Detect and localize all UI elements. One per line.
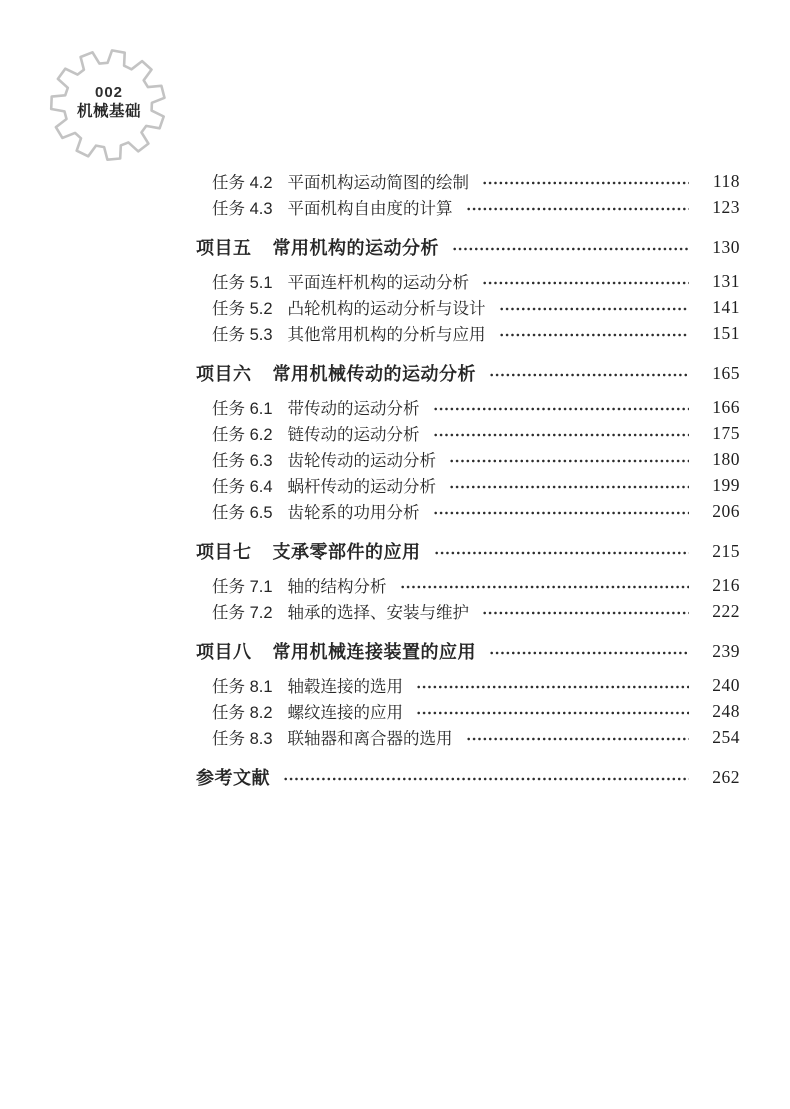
- toc-entry-number: 任务 6.3: [212, 452, 273, 470]
- toc-entry-page: 151: [712, 322, 740, 343]
- toc-entry-number: 任务 8.2: [212, 704, 273, 722]
- toc-row-task-8-3: [196, 724, 740, 750]
- toc-entry-number: 任务 7.2: [212, 604, 273, 622]
- toc-entry-title: 联轴器和离合器的选用: [287, 730, 453, 748]
- dot-leader: [499, 331, 689, 339]
- toc-row-task-5-3: [196, 320, 740, 346]
- toc-entry-title: 蜗杆传动的运动分析: [287, 478, 437, 496]
- toc-row-task-6-2: [196, 420, 740, 446]
- dot-leader: [489, 649, 689, 657]
- toc-entry-title: 常用机械传动的运动分析: [272, 364, 476, 384]
- dot-leader: [482, 609, 689, 617]
- toc-row-task-7-2: [196, 598, 740, 624]
- toc-entry-number: 任务 7.1: [212, 578, 273, 596]
- toc-entry-page: 216: [712, 574, 740, 595]
- toc-entry-page: 175: [712, 422, 740, 443]
- toc-entry-title: 轴承的选择、安装与维护: [287, 604, 470, 622]
- toc-entry-number: 任务 4.3: [212, 200, 273, 218]
- toc-row-task-4-2: [196, 168, 740, 194]
- toc-entry-number: 项目六: [196, 364, 252, 384]
- toc-entry-title: 链传动的运动分析: [287, 426, 420, 444]
- toc-entry-number: 任务 6.1: [212, 400, 273, 418]
- toc-entry-title: 平面连杆机构的运动分析: [287, 274, 470, 292]
- dot-leader: [466, 735, 689, 743]
- toc-entry-title: 螺纹连接的应用: [287, 704, 404, 722]
- toc-entry-title: 平面机构自由度的计算: [287, 200, 453, 218]
- toc-entry-number: 任务 5.1: [212, 274, 273, 292]
- toc-entry-page: 254: [712, 726, 740, 747]
- dot-leader: [416, 709, 689, 717]
- table-of-contents: [196, 168, 740, 798]
- toc-row-project-5: [196, 231, 740, 263]
- toc-entry-page: 240: [712, 674, 740, 695]
- toc-entry-title: 凸轮机构的运动分析与设计: [287, 300, 486, 318]
- toc-row-task-6-3: [196, 446, 740, 472]
- book-logo-badge: [45, 45, 173, 169]
- toc-row-task-8-1: [196, 672, 740, 698]
- toc-entry-page: 130: [712, 236, 740, 257]
- dot-leader: [283, 775, 689, 783]
- dot-leader: [482, 179, 689, 187]
- toc-entry-page: 239: [712, 640, 740, 661]
- toc-row-task-5-1: [196, 268, 740, 294]
- toc-entry-number: 项目七: [196, 542, 252, 562]
- toc-entry-title: 轴的结构分析: [287, 578, 387, 596]
- toc-entry-number: 项目五: [196, 238, 252, 258]
- toc-entry-title: 带传动的运动分析: [287, 400, 420, 418]
- toc-row-project-6: [196, 357, 740, 389]
- dot-leader: [499, 305, 689, 313]
- toc-entry-number: 参考文献: [196, 768, 270, 788]
- dot-leader: [416, 683, 689, 691]
- dot-leader: [489, 371, 689, 379]
- running-page-number: 002: [94, 84, 124, 101]
- toc-row-task-6-1: [196, 394, 740, 420]
- toc-entry-page: 166: [712, 396, 740, 417]
- toc-entry-title: 常用机械连接装置的应用: [272, 642, 476, 662]
- toc-entry-number: 任务 6.2: [212, 426, 273, 444]
- toc-entry-page: 215: [712, 540, 740, 561]
- dot-leader: [400, 583, 689, 591]
- toc-entry-number: 任务 8.1: [212, 678, 273, 696]
- toc-entry-page: 165: [712, 362, 740, 383]
- dot-leader: [452, 245, 689, 253]
- toc-row-task-6-5: [196, 498, 740, 524]
- toc-entry-number: 任务 6.4: [212, 478, 273, 496]
- toc-entry-number: 任务 5.2: [212, 300, 273, 318]
- toc-entry-page: 118: [712, 170, 740, 191]
- toc-entry-number: 任务 4.2: [212, 174, 273, 192]
- toc-entry-number: 任务 6.5: [212, 504, 273, 522]
- toc-row-task-6-4: [196, 472, 740, 498]
- toc-entry-page: 199: [712, 474, 740, 495]
- dot-leader: [449, 483, 689, 491]
- toc-row-task-5-2: [196, 294, 740, 320]
- toc-row-task-8-2: [196, 698, 740, 724]
- dot-leader: [466, 205, 689, 213]
- toc-entry-title: 轴毂连接的选用: [287, 678, 404, 696]
- toc-entry-page: 222: [712, 600, 740, 621]
- toc-entry-title: 其他常用机构的分析与应用: [287, 326, 486, 344]
- toc-entry-number: 任务 8.3: [212, 730, 273, 748]
- book-title: 机械基础: [76, 103, 141, 120]
- toc-row-references: [196, 761, 740, 793]
- toc-row-project-7: [196, 535, 740, 567]
- dot-leader: [449, 457, 689, 465]
- toc-entry-number: 项目八: [196, 642, 252, 662]
- toc-entry-page: 206: [712, 500, 740, 521]
- toc-row-task-7-1: [196, 572, 740, 598]
- dot-leader: [433, 509, 689, 517]
- toc-entry-page: 248: [712, 700, 740, 721]
- dot-leader: [433, 431, 689, 439]
- dot-leader: [482, 279, 689, 287]
- dot-leader: [434, 549, 690, 557]
- toc-entry-page: 123: [712, 196, 740, 217]
- toc-entry-title: 常用机构的运动分析: [272, 238, 439, 258]
- toc-row-task-4-3: [196, 194, 740, 220]
- toc-entry-number: 任务 5.3: [212, 326, 273, 344]
- toc-entry-title: 齿轮系的功用分析: [287, 504, 420, 522]
- toc-row-project-8: [196, 635, 740, 667]
- toc-entry-title: 齿轮传动的运动分析: [287, 452, 437, 470]
- toc-entry-title: 支承零部件的应用: [272, 542, 421, 562]
- badge-text: [45, 83, 173, 121]
- toc-entry-page: 141: [712, 296, 740, 317]
- toc-entry-page: 131: [712, 270, 740, 291]
- toc-entry-page: 262: [712, 766, 740, 787]
- dot-leader: [433, 405, 689, 413]
- toc-entry-title: 平面机构运动简图的绘制: [287, 174, 470, 192]
- toc-entry-page: 180: [712, 448, 740, 469]
